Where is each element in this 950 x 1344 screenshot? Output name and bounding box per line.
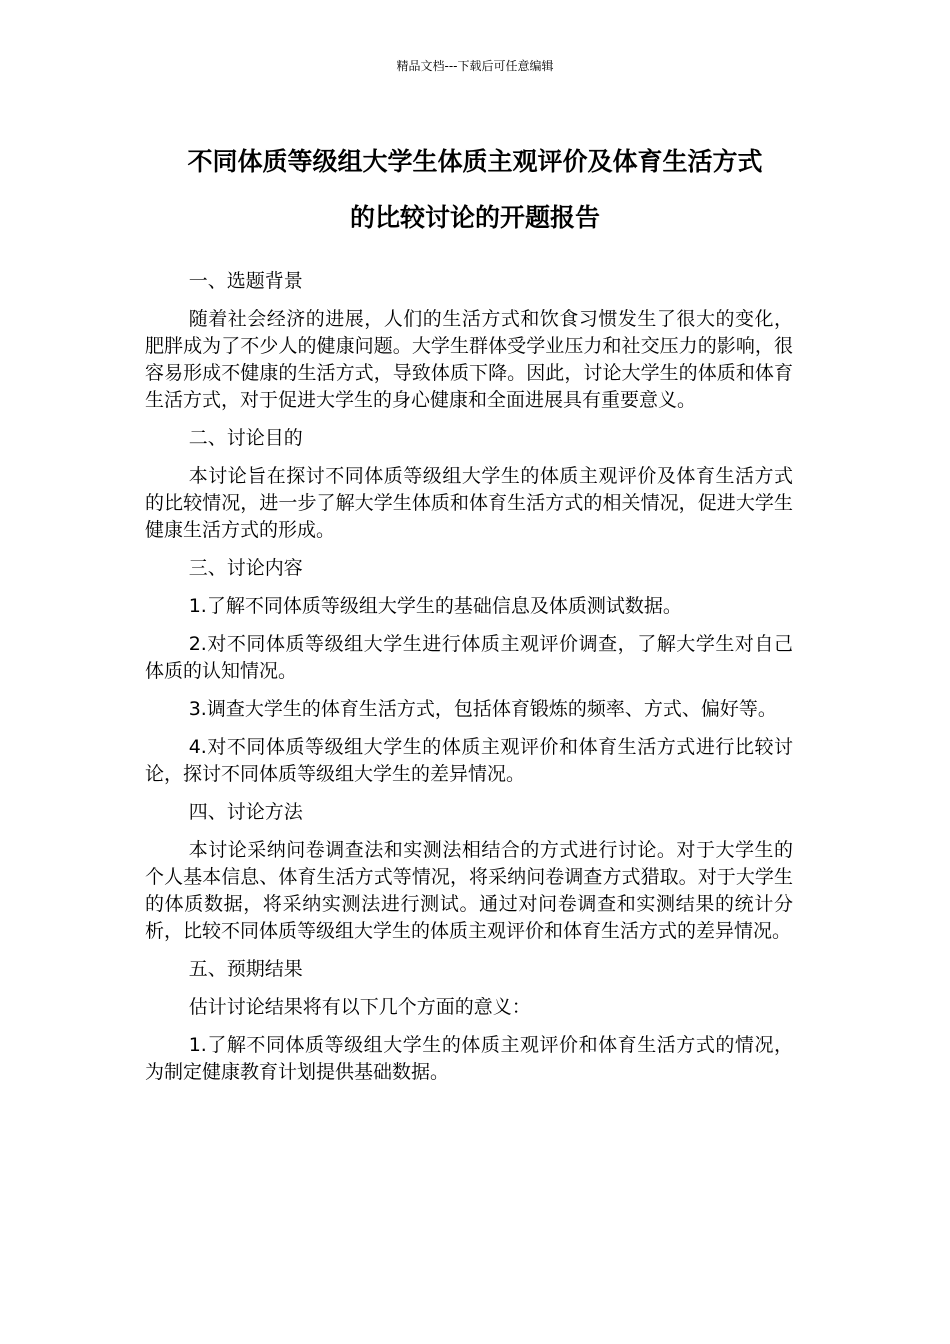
paragraph-purpose: 本讨论旨在探讨不同体质等级组大学生的体质主观评价及体育生活方式的比较情况，进一步了解大学生体质和体育生活方式的相关情况，促进大学生健康生活方式的形成。 xyxy=(145,465,793,541)
section-heading-method: 四、讨论方法 xyxy=(188,801,303,823)
paragraph-method: 本讨论采纳问卷调查法和实测法相结合的方式进行讨论。对于大学生的个人基本信息、体育生活方式等情况，将采纳问卷调查方式猎取。对于大学生的体质数据，将采纳实测法进行测试。通过对问卷调查和实测结果的统计分析，比较不同体质等级组大学生的体质主观评价和体育生活方式的差异情况。 xyxy=(145,839,793,942)
paragraph-expected-intro: 估计讨论结果将有以下几个方面的意义： xyxy=(188,996,531,1018)
content-item-1: 1.了解不同体质等级组大学生的基础信息及体质测试数据。 xyxy=(188,595,682,617)
document-title xyxy=(120,134,830,246)
content-item-2: 2.对不同体质等级组大学生进行体质主观评价调查，了解大学生对自己体质的认知情况。 xyxy=(145,633,793,682)
content-item-3: 3.调查大学生的体育生活方式，包括体育锻炼的频率、方式、偏好等。 xyxy=(188,698,777,720)
title-line-2: 的比较讨论的开题报告 xyxy=(349,203,600,232)
section-heading-background: 一、选题背景 xyxy=(188,270,303,292)
title-line-1: 不同体质等级组大学生体质主观评价及体育生活方式 xyxy=(187,147,763,176)
section-heading-expected: 五、预期结果 xyxy=(188,958,303,980)
page-header: 精品文档---下载后可任意编辑 xyxy=(396,59,554,73)
section-heading-content: 三、讨论内容 xyxy=(188,557,303,579)
section-heading-purpose: 二、讨论目的 xyxy=(188,427,303,449)
document-body xyxy=(145,268,793,1097)
content-item-4: 4.对不同体质等级组大学生的体质主观评价和体育生活方式进行比较讨论，探讨不同体质等级组大学生的差异情况。 xyxy=(145,736,793,785)
paragraph-background: 随着社会经济的进展，人们的生活方式和饮食习惯发生了很大的变化，肥胖成为了不少人的健康问题。大学生群体受学业压力和社交压力的影响，很容易形成不健康的生活方式，导致体质下降。因此，讨论大学生的体质和体育生活方式，对于促进大学生的身心健康和全面进展具有重要意义。 xyxy=(145,308,793,411)
expected-item-1: 1.了解不同体质等级组大学生的体质主观评价和体育生活方式的情况，为制定健康教育计划提供基础数据。 xyxy=(145,1034,793,1083)
